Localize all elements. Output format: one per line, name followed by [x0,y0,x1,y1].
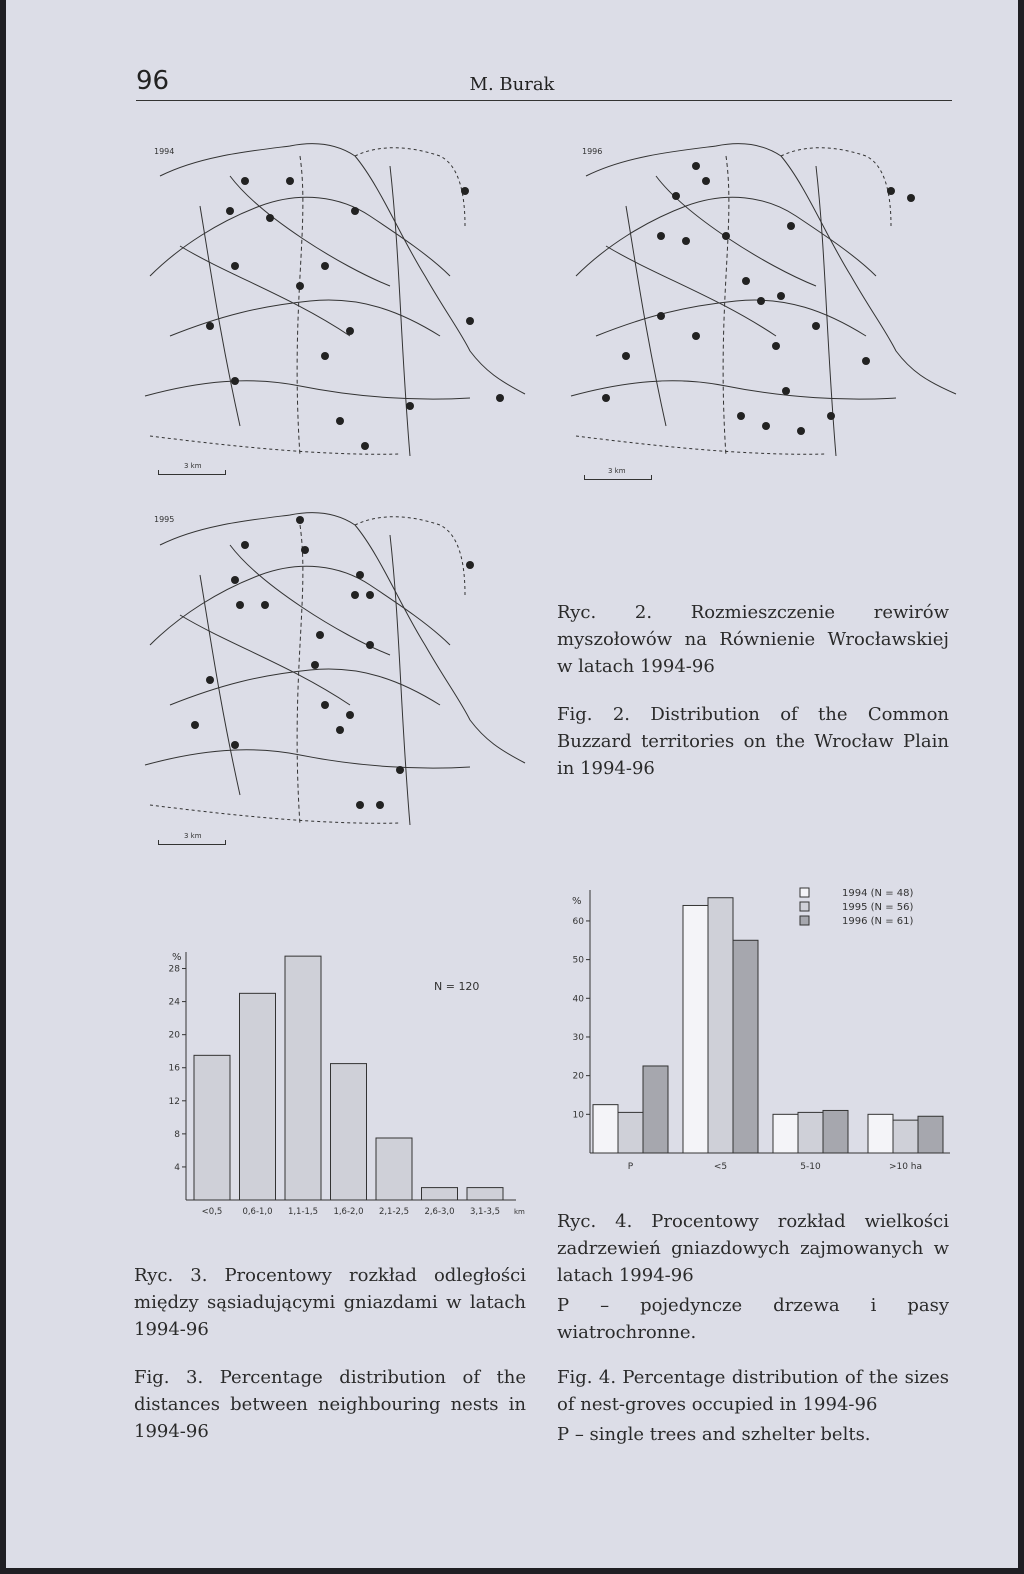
fig4-bar [918,1116,943,1153]
fig4-bar [683,905,708,1153]
fig4-bar [868,1114,893,1153]
header-rule [136,100,952,101]
journal-page [6,0,1018,1568]
map-scale-bar-1994 [158,470,226,475]
fig3-x-tick-label: 0,6-1,0 [242,1207,273,1217]
fig3-y-tick-label: 12 [168,1096,180,1107]
page-number: 96 [136,66,170,96]
fig4-legend-label: 1995 (N = 56) [842,902,914,913]
fig3-y-tick-label: 8 [174,1129,180,1140]
map-year-1996: 1996 [582,147,603,156]
fig3-bar [240,993,276,1200]
fig3-x-tick-label: 2,6-3,0 [424,1207,455,1217]
fig3-bar [331,1064,367,1200]
territory-map-1995 [140,505,530,835]
map-year-1994: 1994 [154,147,175,156]
fig4-bar [618,1112,643,1153]
fig4-x-tick-label: 5-10 [800,1162,821,1172]
territory-map-1994 [140,136,530,466]
fig4-bar [798,1112,823,1153]
fig4-y-tick-label: 10 [572,1110,584,1121]
fig4-caption-pl-note: P – pojedyncze drzewa i pasy wiatrochronne. [557,1295,949,1343]
fig3-y-tick-label: 16 [168,1063,180,1074]
map-scale-label-1994: 3 km [184,462,202,470]
fig4-x-tick-label: <5 [713,1162,728,1172]
fig4-bar [733,940,758,1153]
fig3-bar [376,1138,412,1200]
fig4-bar [823,1110,848,1153]
fig4-y-tick-label: 40 [572,994,584,1005]
fig3-x-tick-label: <0,5 [201,1207,223,1217]
map-scale-label-1996: 3 km [608,467,626,475]
fig4-bar [708,898,733,1153]
fig4-legend-label: 1994 (N = 48) [842,888,914,899]
fig4-y-unit: % [572,896,582,907]
fig4-legend-swatch [800,902,809,911]
fig3-n-annotation: N = 120 [434,980,480,993]
fig4-caption-en-note: P – single trees and szhelter belts. [557,1424,871,1445]
fig4-y-tick-label: 50 [572,955,584,966]
territory-map-1996 [566,136,961,466]
fig3-bar [467,1188,503,1200]
fig3-caption-pl: Ryc. 3. Procentowy rozkład odległości między sąsiadującymi gniazdami w latach 1994-96 [134,1265,526,1340]
fig3-bar [422,1188,458,1200]
fig3-y-tick-label: 28 [168,964,180,975]
running-head-author: M. Burak [469,74,555,95]
fig3-y-tick-label: 4 [174,1162,180,1173]
fig3-y-tick-label: 20 [168,1030,180,1041]
fig3-x-tick-label: 3,1-3,5 [469,1207,501,1217]
fig3-y-tick-label: 24 [168,997,180,1008]
fig3-caption-en: Fig. 3. Percentage distribution of the distances between neighbouring nests in 1994-96 [134,1367,526,1442]
fig3-y-unit: % [172,952,182,963]
fig3-distance-histogram [156,940,526,1230]
fig4-bar [643,1066,668,1153]
fig4-x-tick-label: P [627,1162,634,1172]
fig4-caption-pl: Ryc. 4. Procentowy rozkład wielkości zadrzewień gniazdowych zajmowanych w latach 1994-96 [557,1211,949,1286]
fig4-bar [593,1105,618,1153]
fig4-legend-swatch [800,888,809,897]
fig4-x-tick-label: >10 ha [888,1162,923,1172]
fig4-legend-label: 1996 (N = 61) [842,916,914,927]
fig4-grove-size-chart [556,880,956,1180]
fig2-caption-en: Fig. 2. Distribution of the Common Buzzard territories on the Wrocław Plain in 1994-96 [557,704,949,779]
fig4-bar [893,1120,918,1153]
fig4-bar [773,1114,798,1153]
fig3-x-tick-label: 2,1-2,5 [378,1207,410,1217]
fig3-x-unit: km [514,1208,525,1216]
map-scale-bar-1995 [158,840,226,845]
fig4-y-tick-label: 60 [572,916,584,927]
fig3-bar [285,956,321,1200]
fig4-caption-en: Fig. 4. Percentage distribution of the sizes of nest-groves occupied in 1994-96 [557,1367,949,1415]
map-year-1995: 1995 [154,515,175,524]
fig3-x-tick-label: 1,1-1,5 [287,1207,319,1217]
fig2-caption-pl: Ryc. 2. Rozmieszczenie rewirów myszołowów na Równienie Wrocławskiej w latach 1994-96 [557,602,949,677]
fig4-legend-swatch [800,916,809,925]
fig4-y-tick-label: 30 [572,1032,584,1043]
fig3-bar [194,1055,230,1200]
map-scale-bar-1996 [584,475,652,480]
map-scale-label-1995: 3 km [184,832,202,840]
fig3-x-tick-label: 1,6-2,0 [333,1207,364,1217]
fig4-y-tick-label: 20 [572,1071,584,1082]
